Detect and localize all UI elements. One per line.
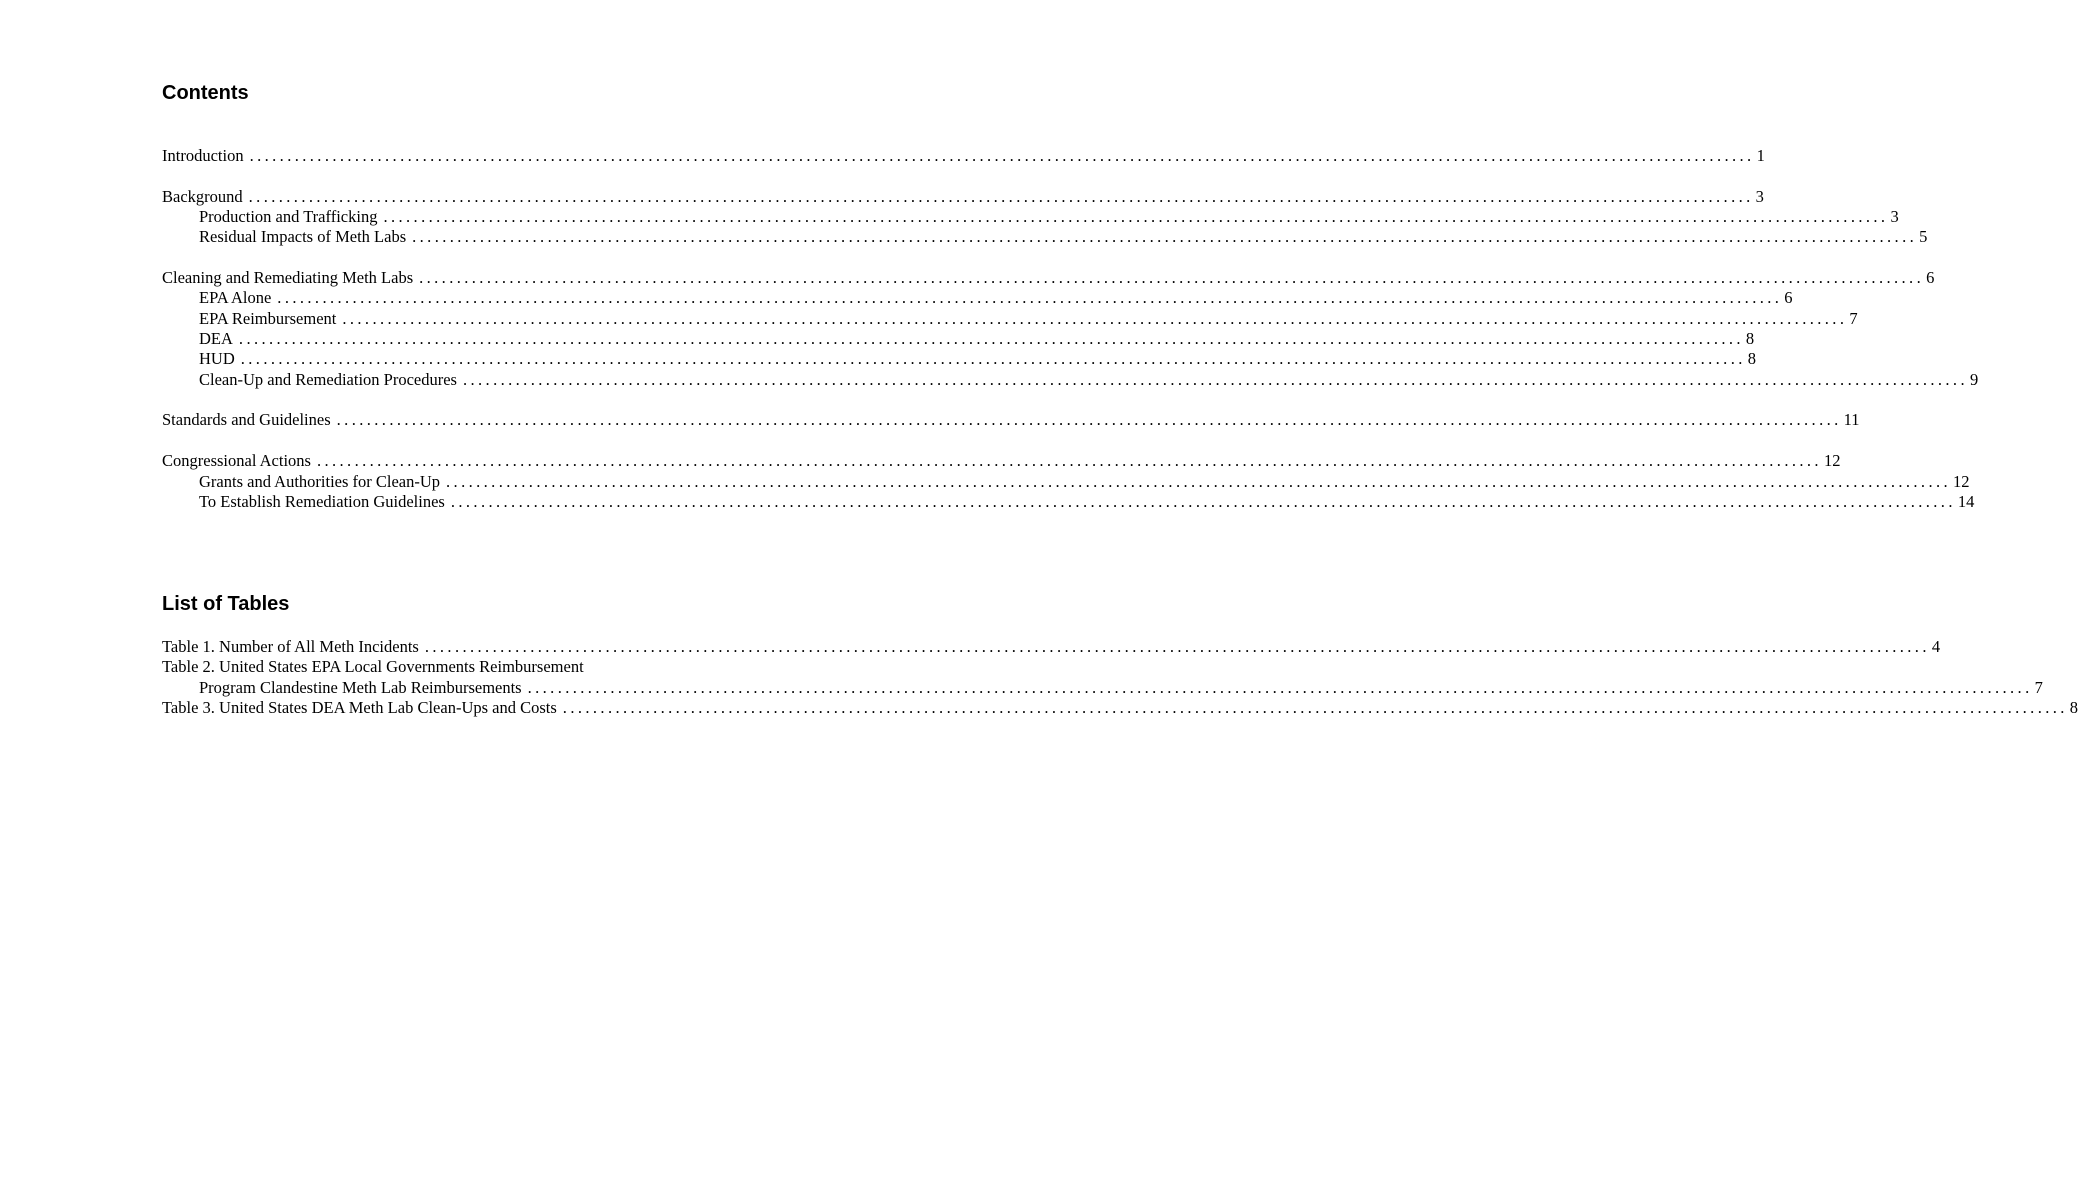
toc-subentry[interactable] (162, 288, 1793, 308)
table-entry-page: 7 (2034, 677, 2043, 697)
toc-entry[interactable] (162, 146, 1765, 166)
toc-group (162, 410, 1860, 430)
toc-entry-page: 14 (1957, 491, 1975, 511)
toc-subentry[interactable] (162, 308, 1858, 329)
toc-entry-title: EPA Alone (199, 288, 272, 308)
toc-entry-page: 3 (1890, 207, 1899, 227)
table-entry-page: 8 (2069, 697, 2078, 717)
toc-entry-page: 5 (1919, 227, 1928, 247)
dot-leader: ........................................................................................................................................................................................................ (248, 186, 1754, 206)
contents-heading: Contents (162, 82, 249, 104)
toc-entry-title: To Establish Remediation Guidelines (199, 491, 445, 511)
dot-leader: ........................................................................................................................................................................................................ (240, 349, 1746, 369)
dot-leader: ........................................................................................................................................................................................................ (277, 288, 1783, 308)
table-entry-3[interactable] (162, 697, 2078, 718)
toc-subentry[interactable] (162, 471, 1970, 492)
toc-entry-page: 12 (1823, 451, 1841, 471)
dot-leader: ........................................................................................................................................................................................................ (249, 146, 1755, 165)
table-entry-title: Program Clandestine Meth Lab Reimbursements (199, 677, 522, 697)
dot-leader: ........................................................................................................................................................................................................ (424, 637, 1930, 656)
table-entry-1[interactable] (162, 637, 1941, 657)
dot-leader: ........................................................................................................................................................................................................ (316, 451, 1822, 471)
toc-group (162, 451, 1975, 512)
dot-leader: ........................................................................................................................................................................................................ (446, 471, 1952, 491)
toc-entry-title: Standards and Guidelines (162, 410, 331, 430)
table-entry-2-line-1[interactable]: Table 2. United States EPA Local Governments Reimbursement (162, 657, 584, 677)
dot-leader: ........................................................................................................................................................................................................ (419, 268, 1925, 288)
toc-entry-page: 11 (1843, 410, 1860, 430)
toc-subentry[interactable] (162, 369, 1979, 390)
dot-leader: ........................................................................................................................................................................................................ (238, 329, 1744, 349)
toc-entry-title: Congressional Actions (162, 451, 311, 471)
dot-leader: ........................................................................................................................................................................................................ (462, 369, 1968, 389)
dot-leader: ........................................................................................................................................................................................................ (383, 207, 1889, 227)
toc-group (162, 186, 1928, 248)
toc-entry-page: 6 (1926, 268, 1935, 288)
toc-subentry[interactable] (162, 329, 1755, 349)
toc-entry-title: Residual Impacts of Meth Labs (199, 227, 407, 247)
toc-group (162, 268, 1979, 390)
toc-entry-page: 7 (1849, 308, 1858, 328)
table-of-contents (162, 146, 1979, 533)
toc-entry[interactable] (162, 451, 1841, 471)
toc-subentry[interactable] (162, 207, 1899, 227)
dot-leader: ........................................................................................................................................................................................................ (562, 697, 2068, 717)
list-of-tables-heading: List of Tables (162, 593, 290, 615)
dot-leader: ........................................................................................................................................................................................................ (336, 410, 1842, 430)
toc-entry[interactable] (162, 410, 1860, 430)
list-of-tables (162, 637, 2078, 718)
toc-subentry[interactable] (162, 491, 1975, 512)
table-entry-title: Table 1. Number of All Meth Incidents (162, 637, 419, 656)
toc-entry-page: 1 (1756, 146, 1765, 165)
toc-entry-page: 8 (1745, 329, 1755, 349)
toc-entry-page: 3 (1755, 186, 1764, 206)
toc-entry-title: DEA (199, 329, 233, 349)
table-entry-page: 4 (1931, 637, 1941, 656)
toc-entry-title: Clean-Up and Remediation Procedures (199, 369, 457, 389)
toc-entry-title: Grants and Authorities for Clean-Up (199, 471, 441, 491)
toc-entry-title: Production and Trafficking (199, 207, 378, 227)
toc-entry-page: 9 (1969, 369, 1979, 389)
toc-entry-page: 6 (1784, 288, 1793, 308)
toc-entry-title: EPA Reimbursement (199, 308, 337, 328)
toc-entry-page: 12 (1953, 471, 1970, 491)
toc-group (162, 146, 1765, 166)
dot-leader: ........................................................................................................................................................................................................ (527, 677, 2033, 697)
toc-subentry[interactable] (162, 227, 1928, 247)
dot-leader: ........................................................................................................................................................................................................ (450, 491, 1956, 511)
dot-leader: ........................................................................................................................................................................................................ (342, 308, 1848, 328)
toc-entry-title: Background (162, 186, 243, 206)
toc-entry-title: Introduction (162, 146, 244, 165)
toc-entry-title: Cleaning and Remediating Meth Labs (162, 268, 414, 288)
toc-entry-title: HUD (199, 349, 235, 369)
toc-entry-page: 8 (1747, 349, 1756, 369)
table-entry-title: Table 3. United States DEA Meth Lab Clean-Ups and Costs (162, 697, 557, 717)
dot-leader: ........................................................................................................................................................................................................ (412, 227, 1918, 247)
toc-entry[interactable] (162, 186, 1764, 207)
toc-subentry[interactable] (162, 349, 1756, 369)
toc-entry[interactable] (162, 268, 1935, 288)
table-entry-2-line-2[interactable] (162, 677, 2043, 698)
